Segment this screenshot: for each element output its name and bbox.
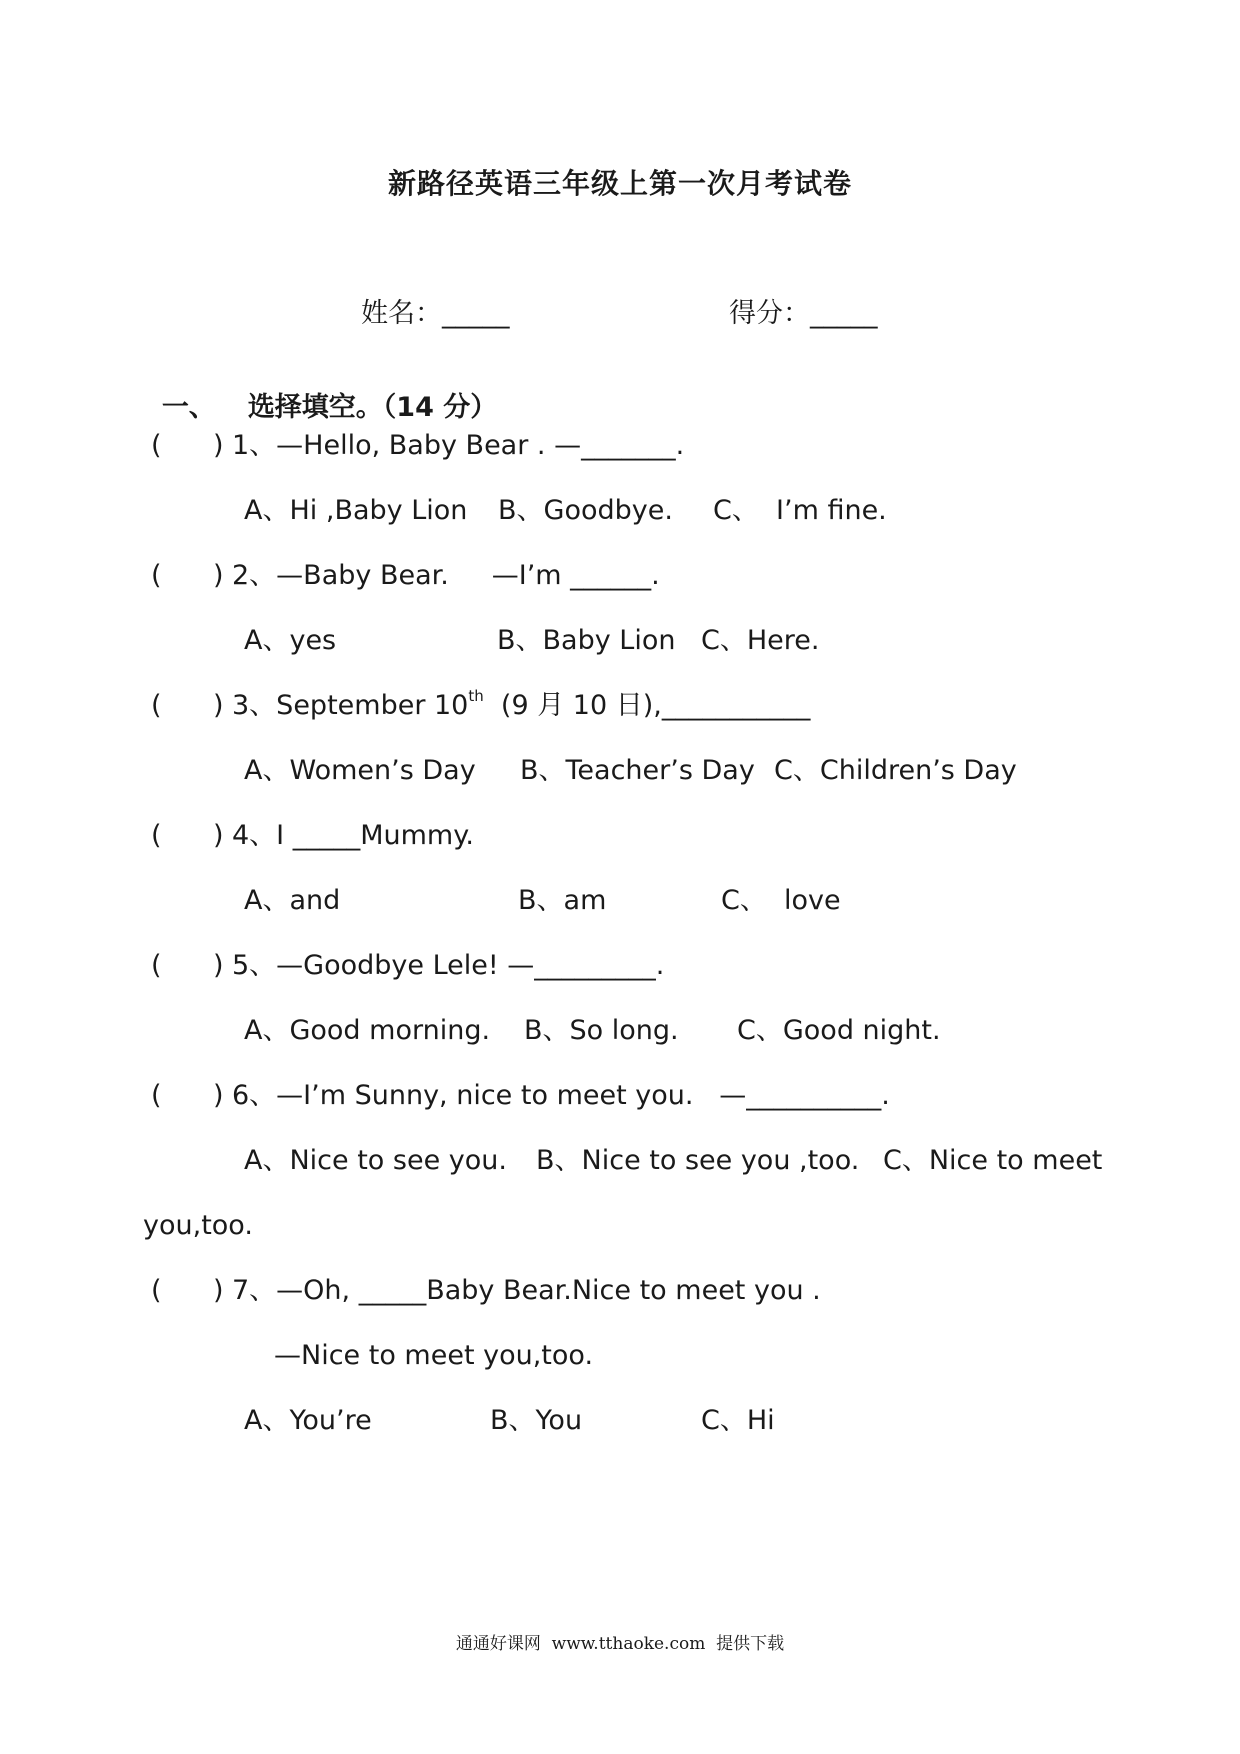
question-1-option-c: C、 I’m fine. [713, 495, 887, 526]
question-3-option-c: C、Children’s Day [774, 755, 1017, 786]
question-3-option-a: A、Women’s Day [244, 755, 476, 786]
question-1-stem: 1、—Hello, Baby Bear . —_______. [232, 430, 685, 461]
question-6-option-c-continued: you,too. [143, 1210, 253, 1241]
question-2-stem: 2、—Baby Bear. —I’m ______. [232, 560, 660, 591]
question-6-option-b: B、Nice to see you ,too. [536, 1145, 860, 1176]
question-7-reply: —Nice to meet you,too. [274, 1340, 594, 1371]
question-5-option-a: A、Good morning. [244, 1015, 491, 1046]
question-1-option-b: B、Goodbye. [498, 495, 673, 526]
score-field: 得分：_____ [729, 298, 878, 329]
answer-blank-7: ( ) [151, 1275, 224, 1306]
question-2-option-c: C、Here. [701, 625, 820, 656]
page-title: 新路径英语三年级上第一次月考试卷 [387, 167, 852, 200]
superscript-th: th [468, 687, 484, 705]
footer-source: 通通好课网 www.tthaoke.com 提供下载 [455, 1634, 785, 1654]
section-number: 一、 [161, 392, 216, 423]
answer-blank-2: ( ) [151, 560, 224, 591]
question-4-option-b: B、am [518, 885, 607, 916]
answer-blank-6: ( ) [151, 1080, 224, 1111]
answer-blank-1: ( ) [151, 430, 224, 461]
question-5-option-b: B、So long. [524, 1015, 679, 1046]
question-3-option-b: B、Teacher’s Day [520, 755, 755, 786]
question-6-option-a: A、Nice to see you. [244, 1145, 507, 1176]
section-title: 选择填空。（14 分） [247, 392, 498, 423]
question-2-option-b: B、Baby Lion [497, 625, 676, 656]
question-7-option-b: B、You [490, 1405, 583, 1436]
question-4-option-a: A、and [244, 885, 341, 916]
answer-blank-5: ( ) [151, 950, 224, 981]
question-2-option-a: A、yes [244, 625, 337, 656]
question-1-option-a: A、Hi ,Baby Lion [244, 495, 468, 526]
question-3-stem: 3、September 10th (9 月 10 日),___________ [232, 687, 811, 721]
answer-blank-4: ( ) [151, 820, 224, 851]
question-7-option-c: C、Hi [701, 1405, 775, 1436]
question-6-option-c: C、Nice to meet [883, 1145, 1103, 1176]
question-5-option-c: C、Good night. [737, 1015, 941, 1046]
section-heading [143, 367, 497, 421]
question-7-stem: 7、—Oh, _____Baby Bear.Nice to meet you . [232, 1275, 821, 1306]
question-4-stem: 4、I _____Mummy. [232, 820, 474, 851]
question-6-stem: 6、—I’m Sunny, nice to meet you. —__________. [232, 1080, 890, 1111]
question-7-option-a: A、You’re [244, 1405, 372, 1436]
answer-blank-3: ( ) [151, 690, 224, 721]
question-5-stem: 5、—Goodbye Lele! —_________. [232, 950, 665, 981]
name-field: 姓名：_____ [361, 298, 510, 329]
question-4-option-c: C、 love [721, 885, 841, 916]
